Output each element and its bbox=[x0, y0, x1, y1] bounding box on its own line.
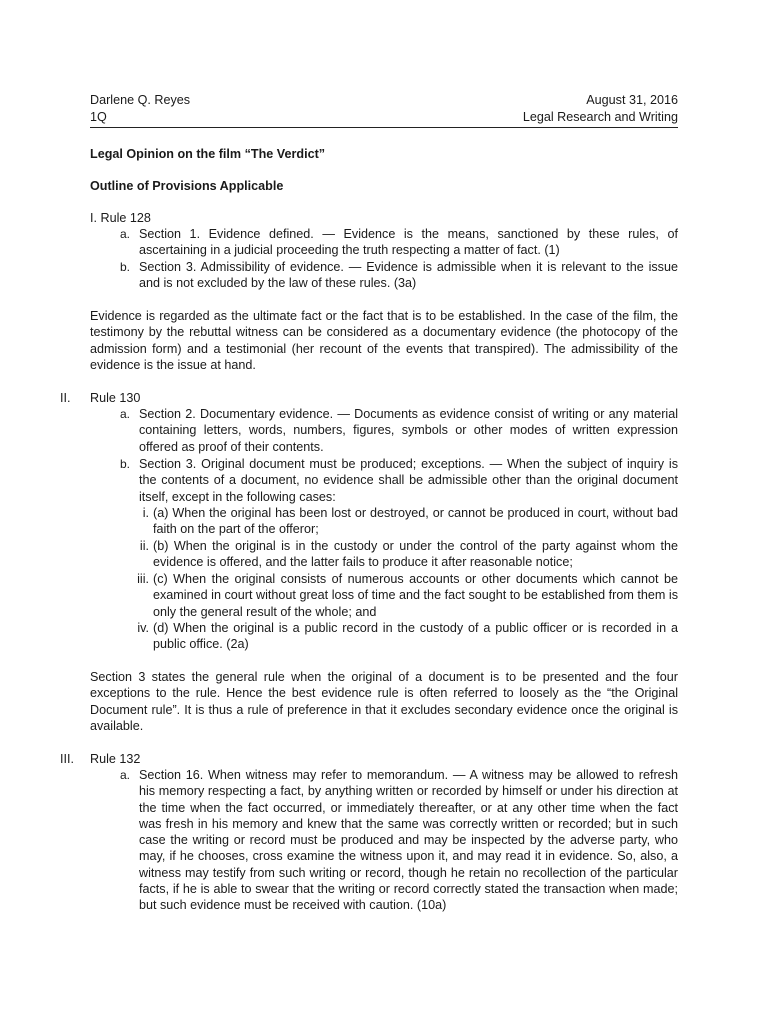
rule-title: Rule 132 bbox=[90, 752, 141, 766]
document-date: August 31, 2016 bbox=[586, 93, 678, 107]
list-marker: a. bbox=[119, 407, 130, 421]
document-title: Legal Opinion on the film “The Verdict” bbox=[90, 147, 326, 161]
rule-130-discussion: Section 3 states the general rule when the original of a document is to be presented and the four exceptions to the rule. Hence the best evidence rule is often referred to loosely as the “the Original Document rule”. It is thus a rule of preference in that it excludes secondary evidence once the original is available. bbox=[90, 670, 678, 733]
list-marker: b. bbox=[119, 457, 130, 471]
exception-d bbox=[137, 620, 678, 653]
list-item-text: Section 2. Documentary evidence. — Documents as evidence consist of writing or any material containing letters, words, numbers, figures, symbols or other modes of written expression offered as proof of their contents. bbox=[139, 407, 678, 454]
list-item-text: Section 16. When witness may refer to memorandum. — A witness may be allowed to refresh his memory respecting a fact, by anything written or recorded by himself or under his direction at the time when the fact occurred, or immediately thereafter, or at any other time when the fact was fresh in his memory and knew that the same was correctly written or recorded; but in such case the writing or record must be produced and may be inspected by the adverse party, who may, if he chooses, cross examine the witness upon it, and may read it in evidence. So, also, a witness may testify from such writing or record, though he retain no recollection of the particular facts, if he is able to swear that the writing or record correctly stated the transaction when made; but such evidence must be received with caution. (10a) bbox=[139, 768, 678, 913]
document-header bbox=[90, 92, 678, 125]
list-item-text: Section 3. Admissibility of evidence. — Evidence is admissible when it is relevant to the issue and is not excluded by the law of these rules. (3a) bbox=[139, 260, 678, 291]
list-marker: b. bbox=[119, 260, 130, 274]
exception-c bbox=[137, 571, 678, 620]
rule-numeral: III. bbox=[60, 752, 74, 766]
exception-b bbox=[139, 538, 678, 571]
outline-heading: Outline of Provisions Applicable bbox=[90, 179, 284, 193]
rule-128-heading: I. Rule 128 bbox=[90, 211, 151, 225]
list-marker: ii. bbox=[139, 539, 149, 553]
rule-132-heading bbox=[60, 751, 141, 767]
rule-title: Rule 130 bbox=[90, 391, 141, 405]
class-section: 1Q bbox=[90, 109, 107, 124]
list-marker: a. bbox=[119, 227, 130, 241]
rule-128-discussion: Evidence is regarded as the ultimate fact or the fact that is to be established. In the case of the film, the testimony by the rebuttal witness can be considered as a documentary evidence (the photocopy of the admission form) and a testimonial (her recount of the events that transpired). The admissibility of the evidence is the issue at hand. bbox=[90, 309, 678, 372]
list-marker: iv. bbox=[137, 621, 149, 635]
rule-132-item-a bbox=[119, 767, 678, 914]
rule-130-heading bbox=[60, 390, 141, 406]
exception-a bbox=[142, 505, 678, 538]
rule-128-item-b bbox=[119, 259, 678, 292]
list-marker: a. bbox=[119, 768, 130, 782]
rule-128-item-a bbox=[119, 226, 678, 259]
rule-130-item-a bbox=[119, 406, 678, 455]
rule-numeral: II. bbox=[60, 391, 71, 405]
list-marker: i. bbox=[142, 506, 149, 520]
list-item-text: Section 3. Original document must be produced; exceptions. — When the subject of inquiry is the contents of a document, no evidence shall be admissible other than the original document itself, except in the following cases: bbox=[139, 457, 678, 504]
header-divider bbox=[90, 127, 678, 128]
list-item-text: (a) When the original has been lost or destroyed, or cannot be produced in court, without bad faith on the part of the offeror; bbox=[153, 506, 678, 537]
list-item-text: (b) When the original is in the custody or under the control of the party against whom the evidence is offered, and the latter fails to produce it after reasonable notice; bbox=[153, 539, 678, 570]
author-name: Darlene Q. Reyes bbox=[90, 93, 191, 107]
list-item-text: Section 1. Evidence defined. — Evidence is the means, sanctioned by these rules, of ascertaining in a judicial proceeding the truth respecting a matter of fact. (1) bbox=[139, 227, 678, 258]
list-marker: iii. bbox=[137, 572, 149, 586]
course-name: Legal Research and Writing bbox=[522, 109, 678, 124]
rule-130-item-b bbox=[119, 456, 678, 505]
list-item-text: (c) When the original consists of numerous accounts or other documents which cannot be examined in court without great loss of time and the fact sought to be established from them is only the general result of the whole; and bbox=[153, 572, 678, 619]
list-item-text: (d) When the original is a public record in the custody of a public officer or is recorded in a public office. (2a) bbox=[153, 621, 678, 652]
